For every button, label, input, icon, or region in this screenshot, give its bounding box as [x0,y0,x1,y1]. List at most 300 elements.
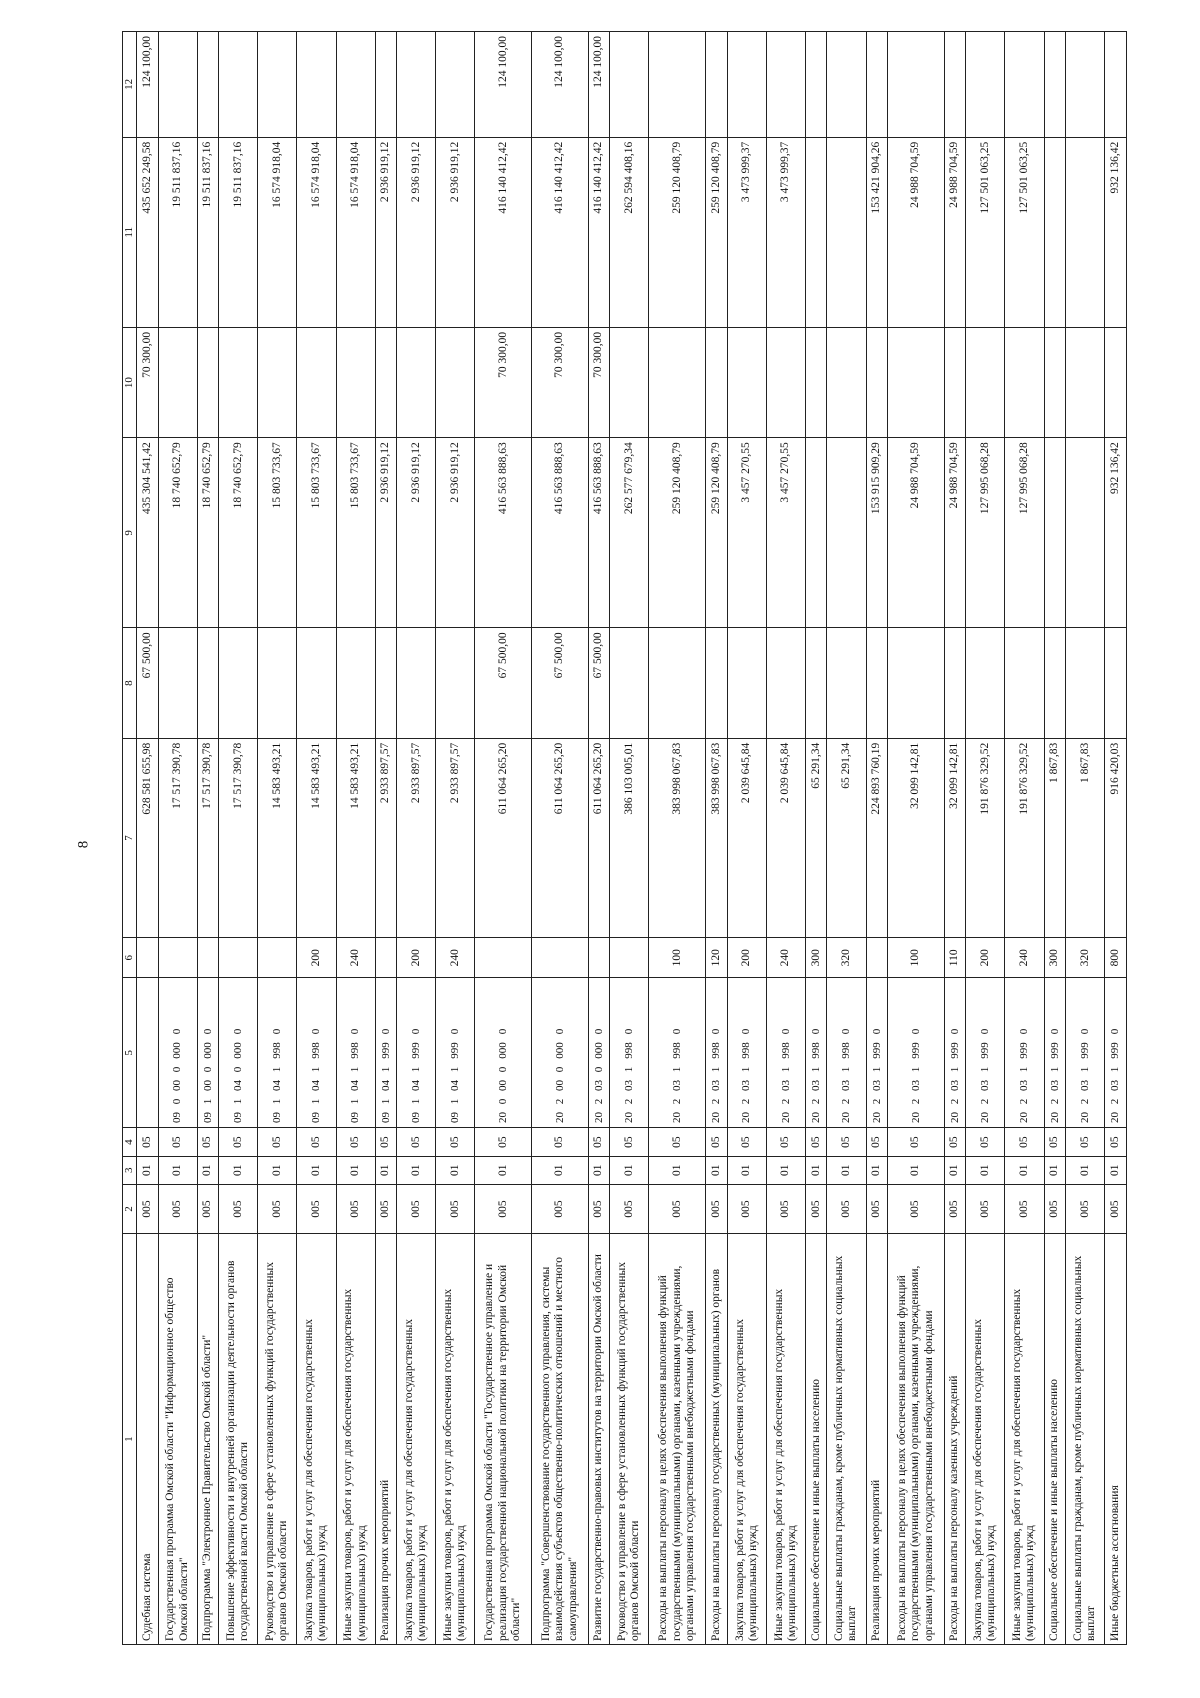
code-part: 0 [271,1028,284,1035]
table-row [805,32,827,1645]
admin-code: 005 [706,1184,728,1233]
row-name: Иные закупки товаров, работ и услуг для обеспечения государственных (муниципальных) нужд [766,1234,805,1645]
code-part: 04 [409,1079,422,1091]
section-code: 01 [610,1156,649,1184]
subsection-code: 05 [375,1128,397,1156]
subsection-code: 05 [766,1128,805,1156]
admin-code: 005 [336,1184,375,1233]
row-name: Повышение эффективности и внутренней организации деятельности органов государственной власти Омской области [219,1234,258,1645]
code-part: 0 [496,1066,509,1073]
target-article-code [805,978,827,1128]
amount-col-12 [805,137,827,327]
amount-col-13 [888,32,945,138]
amount-col-12: 262 594 408,16 [610,137,649,327]
amount-col-8: 2 933 897,57 [436,738,475,938]
amount-col-10: 262 577 679,34 [610,438,649,628]
code-part: 0 [449,1028,462,1035]
code-part: 1 [449,1098,462,1105]
row-name: Руководство и управление в сфере установленных функций государственных органов Омской области [258,1234,297,1645]
expense-type-code [532,938,589,978]
amount-col-11 [336,327,375,437]
amount-col-8: 65 291,34 [805,738,827,938]
subsection-code: 05 [297,1128,336,1156]
amount-col-11 [827,327,866,437]
code-part: 0 [670,1028,683,1035]
amount-col-13 [375,32,397,138]
amount-col-13: 124 100,00 [137,32,159,138]
code-part: 0 [779,1028,792,1035]
code-part: 1 [449,1066,462,1073]
amount-col-8: 14 583 493,21 [258,738,297,938]
code-part: 2 [870,1098,883,1105]
section-code: 01 [827,1156,866,1184]
expense-type-code [258,938,297,978]
amount-col-13 [766,32,805,138]
expense-type-code [137,938,159,978]
amount-col-13 [297,32,336,138]
amount-col-9 [336,628,375,738]
table-row [297,32,336,1645]
expense-type-code: 100 [649,938,706,978]
code-part: 0 [840,1028,853,1035]
section-code: 01 [766,1156,805,1184]
amount-col-10: 24 988 704,59 [944,438,966,628]
amount-col-9 [1044,628,1066,738]
amount-col-9 [297,628,336,738]
amount-col-13 [1005,32,1044,138]
target-article-code [888,978,945,1128]
section-code: 01 [866,1156,888,1184]
code-part: 0 [171,1066,184,1073]
code-part: 0 [948,1028,961,1035]
code-part: 0 [592,1066,605,1073]
amount-col-10 [805,438,827,628]
amount-col-13 [1044,32,1066,138]
amount-col-10: 15 803 733,67 [297,438,336,628]
subsection-code: 05 [727,1128,766,1156]
section-code: 01 [197,1156,219,1184]
subsection-code: 05 [1105,1128,1127,1156]
amount-col-9: 67 500,00 [475,628,532,738]
target-article-code [1005,978,1044,1128]
code-part: 0 [496,1028,509,1035]
table-row [1005,32,1044,1645]
amount-col-12: 259 120 408,79 [706,137,728,327]
target-article-code [219,978,258,1128]
amount-col-8: 17 517 390,78 [219,738,258,938]
code-part: 20 [809,1111,822,1123]
target-article-code [766,978,805,1128]
code-part: 1 [1078,1066,1091,1073]
code-part: 09 [449,1111,462,1123]
subsection-code: 05 [1044,1128,1066,1156]
code-part: 1 [740,1066,753,1073]
code-part: 1 [231,1098,244,1105]
amount-col-13 [649,32,706,138]
expense-type-code [588,938,610,978]
expense-type-code: 300 [1044,938,1066,978]
amount-col-10: 2 936 919,12 [375,438,397,628]
rotated-page [122,31,1127,1645]
code-part: 2 [1048,1098,1061,1105]
amount-col-12 [827,137,866,327]
section-code: 01 [1105,1156,1127,1184]
code-part: 0 [553,1066,566,1073]
amount-col-11 [1105,327,1127,437]
amount-col-11 [706,327,728,437]
code-part: 999 [409,1042,422,1059]
code-part: 20 [979,1111,992,1123]
amount-col-9: 67 500,00 [532,628,589,738]
row-name: Расходы на выплаты персоналу в целях обеспечения выполнения функций государственными (муниципальными) органами, казенными учреждениями, органами управления государственными внебюджетными фондами [649,1234,706,1645]
row-name: Иные закупки товаров, работ и услуг для обеспечения государственных (муниципальных) нужд [336,1234,375,1645]
code-part: 20 [592,1111,605,1123]
section-code: 01 [966,1156,1005,1184]
code-part: 1 [809,1066,822,1073]
section-code: 01 [649,1156,706,1184]
code-part: 998 [710,1042,723,1059]
table-row [397,32,436,1645]
amount-col-12: 416 140 412,42 [475,137,532,327]
amount-col-11 [805,327,827,437]
amount-col-10: 416 563 888,63 [588,438,610,628]
expense-type-code [866,938,888,978]
amount-col-10: 2 936 919,12 [397,438,436,628]
amount-col-8: 32 099 142,81 [888,738,945,938]
admin-code: 005 [1066,1184,1105,1233]
amount-col-10: 2 936 919,12 [436,438,475,628]
amount-col-10: 15 803 733,67 [336,438,375,628]
amount-col-10: 18 740 652,79 [158,438,197,628]
amount-col-12: 16 574 918,04 [258,137,297,327]
code-part: 1 [379,1066,392,1073]
code-part: 04 [231,1079,244,1091]
amount-col-8: 32 099 142,81 [944,738,966,938]
code-part: 20 [1109,1111,1122,1123]
code-part: 20 [779,1111,792,1123]
code-part: 1 [349,1098,362,1105]
code-part: 0 [809,1028,822,1035]
section-code: 01 [436,1156,475,1184]
code-part: 998 [271,1042,284,1059]
row-name: Закупка товаров, работ и услуг для обеспечения государственных (муниципальных) нужд [966,1234,1005,1645]
expense-type-code: 110 [944,938,966,978]
expense-type-code: 200 [297,938,336,978]
code-part: 1 [409,1098,422,1105]
amount-col-9 [827,628,866,738]
subsection-code: 05 [1066,1128,1105,1156]
code-part: 1 [909,1066,922,1073]
code-part: 0 [201,1028,214,1035]
code-part: 998 [809,1042,822,1059]
amount-col-12: 19 511 837,16 [219,137,258,327]
code-part: 2 [592,1098,605,1105]
header-cell: 1 [123,1234,137,1645]
amount-col-11 [610,327,649,437]
subsection-code: 05 [1005,1128,1044,1156]
code-part: 1 [1018,1066,1031,1073]
amount-col-12: 127 501 063,25 [966,137,1005,327]
code-part: 0 [740,1028,753,1035]
row-name: Закупка товаров, работ и услуг для обеспечения государственных (муниципальных) нужд [297,1234,336,1645]
amount-col-10: 24 988 704,59 [888,438,945,628]
code-part: 20 [840,1111,853,1123]
admin-code: 005 [258,1184,297,1233]
amount-col-9 [197,628,219,738]
code-part: 000 [496,1042,509,1059]
code-part: 03 [1018,1079,1031,1091]
code-part: 04 [379,1079,392,1091]
subsection-code: 05 [944,1128,966,1156]
section-code: 01 [588,1156,610,1184]
amount-col-13 [397,32,436,138]
code-part: 0 [231,1066,244,1073]
code-part: 03 [710,1079,723,1091]
amount-col-13: 124 100,00 [588,32,610,138]
amount-col-12: 24 988 704,59 [944,137,966,327]
code-part: 20 [909,1111,922,1123]
code-part: 2 [948,1098,961,1105]
header-cell: 4 [123,1128,137,1156]
admin-code: 005 [219,1184,258,1233]
amount-col-8: 65 291,34 [827,738,866,938]
code-part: 0 [710,1028,723,1035]
code-part: 999 [1109,1042,1122,1059]
section-code: 01 [1005,1156,1044,1184]
table-row [137,32,159,1645]
table-row [766,32,805,1645]
amount-col-11 [866,327,888,437]
section-code: 01 [219,1156,258,1184]
amount-col-12: 16 574 918,04 [336,137,375,327]
amount-col-9 [1066,628,1105,738]
admin-code: 005 [944,1184,966,1233]
code-part: 00 [496,1079,509,1091]
code-part: 00 [553,1079,566,1091]
target-article-code [706,978,728,1128]
code-part: 2 [979,1098,992,1105]
amount-col-9 [436,628,475,738]
amount-col-9 [375,628,397,738]
page-number: 8 [75,840,92,849]
admin-code: 005 [588,1184,610,1233]
code-part: 999 [948,1042,961,1059]
code-part: 0 [623,1028,636,1035]
amount-col-8: 1 867,83 [1044,738,1066,938]
amount-col-9 [727,628,766,738]
expense-type-code [197,938,219,978]
amount-col-13 [706,32,728,138]
amount-col-13 [197,32,219,138]
subsection-code: 05 [649,1128,706,1156]
amount-col-9 [649,628,706,738]
amount-col-13 [944,32,966,138]
section-code: 01 [158,1156,197,1184]
code-part: 1 [870,1066,883,1073]
amount-col-10 [1044,438,1066,628]
code-part: 0 [496,1098,509,1105]
row-name: Расходы на выплаты персоналу казенных учреждений [944,1234,966,1645]
expense-type-code: 320 [1066,938,1105,978]
amount-col-11: 70 300,00 [475,327,532,437]
code-part: 998 [310,1042,323,1059]
amount-col-10: 15 803 733,67 [258,438,297,628]
subsection-code: 05 [866,1128,888,1156]
table-row [158,32,197,1645]
code-part: 1 [670,1066,683,1073]
code-part: 20 [740,1111,753,1123]
row-name: Государственная программа Омской области "Информационное общество Омской области" [158,1234,197,1645]
amount-col-12 [1044,137,1066,327]
code-part: 2 [779,1098,792,1105]
amount-col-13 [805,32,827,138]
code-part: 999 [1048,1042,1061,1059]
code-part: 1 [1109,1066,1122,1073]
amount-col-10: 127 995 068,28 [1005,438,1044,628]
target-article-code [649,978,706,1128]
amount-col-11 [436,327,475,437]
amount-col-9 [258,628,297,738]
amount-col-9 [766,628,805,738]
header-cell: 6 [123,938,137,978]
expense-type-code [610,938,649,978]
subsection-code: 05 [610,1128,649,1156]
target-article-code [336,978,375,1128]
amount-col-12: 416 140 412,42 [532,137,589,327]
subsection-code: 05 [532,1128,589,1156]
code-part: 03 [1109,1079,1122,1091]
code-part: 00 [201,1079,214,1091]
amount-col-10: 153 915 909,29 [866,438,888,628]
amount-col-11: 70 300,00 [137,327,159,437]
expense-type-code: 100 [888,938,945,978]
amount-col-9 [397,628,436,738]
code-part: 2 [670,1098,683,1105]
section-code: 01 [1066,1156,1105,1184]
code-part: 20 [496,1111,509,1123]
code-part: 20 [1078,1111,1091,1123]
section-code: 01 [336,1156,375,1184]
target-article-code [1044,978,1066,1128]
code-part: 03 [870,1079,883,1091]
code-part: 1 [948,1066,961,1073]
code-part: 20 [670,1111,683,1123]
code-part: 1 [379,1098,392,1105]
amount-col-11 [375,327,397,437]
section-code: 01 [137,1156,159,1184]
header-cell: 11 [123,137,137,327]
code-part: 1 [201,1098,214,1105]
code-part: 0 [349,1028,362,1035]
amount-col-9: 67 500,00 [588,628,610,738]
amount-col-13 [866,32,888,138]
row-name: Государственная программа Омской области "Государственное управление и реализация государственной национальной политики на территории Омской области" [475,1234,532,1645]
expense-type-code: 800 [1105,938,1127,978]
subsection-code: 05 [966,1128,1005,1156]
code-part: 09 [231,1111,244,1123]
amount-col-12: 932 136,42 [1105,137,1127,327]
section-code: 01 [1044,1156,1066,1184]
code-part: 04 [449,1079,462,1091]
subsection-code: 05 [827,1128,866,1156]
table-row [375,32,397,1645]
row-name: Закупка товаров, работ и услуг для обеспечения государственных (муниципальных) нужд [727,1234,766,1645]
subsection-code: 05 [475,1128,532,1156]
code-part: 998 [623,1042,636,1059]
admin-code: 005 [532,1184,589,1233]
amount-col-12: 19 511 837,16 [158,137,197,327]
table-row [197,32,219,1645]
code-part: 2 [1078,1098,1091,1105]
code-part: 1 [271,1098,284,1105]
code-part: 2 [1109,1098,1122,1105]
amount-col-13 [610,32,649,138]
expense-type-code: 300 [805,938,827,978]
amount-col-8: 2 039 645,84 [766,738,805,938]
code-part: 20 [710,1111,723,1123]
code-part: 0 [870,1028,883,1035]
admin-code: 005 [827,1184,866,1233]
amount-col-9 [1005,628,1044,738]
code-part: 0 [409,1028,422,1035]
code-part: 20 [1048,1111,1061,1123]
code-part: 1 [840,1066,853,1073]
admin-code: 005 [436,1184,475,1233]
expense-type-code: 240 [1005,938,1044,978]
row-name: Подпрограмма "Совершенствование государственного управления, системы взаимодействия субъектов общественно-политических отношений и местного самоуправления" [532,1234,589,1645]
target-article-code [1105,978,1127,1128]
code-part: 03 [809,1079,822,1091]
target-article-code [727,978,766,1128]
code-part: 999 [909,1042,922,1059]
row-name: Реализация прочих мероприятий [375,1234,397,1645]
subsection-code: 05 [137,1128,159,1156]
amount-col-13 [966,32,1005,138]
admin-code: 005 [610,1184,649,1233]
code-part: 999 [1078,1042,1091,1059]
amount-col-11: 70 300,00 [588,327,610,437]
expense-type-code: 240 [336,938,375,978]
amount-col-12: 19 511 837,16 [197,137,219,327]
row-name: Иные закупки товаров, работ и услуг для обеспечения государственных (муниципальных) нужд [1005,1234,1044,1645]
subsection-code: 05 [588,1128,610,1156]
amount-col-9 [888,628,945,738]
table-row [532,32,589,1645]
amount-col-8: 2 039 645,84 [727,738,766,938]
amount-col-10: 3 457 270,55 [727,438,766,628]
target-article-code [588,978,610,1128]
code-part: 1 [409,1066,422,1073]
expense-type-code: 320 [827,938,866,978]
code-part: 03 [1048,1079,1061,1091]
expense-type-code: 200 [397,938,436,978]
code-part: 0 [379,1028,392,1035]
amount-col-9 [966,628,1005,738]
amount-col-12: 2 936 919,12 [375,137,397,327]
amount-col-9 [944,628,966,738]
code-part: 998 [840,1042,853,1059]
amount-col-11 [397,327,436,437]
table-row [866,32,888,1645]
code-part: 0 [171,1028,184,1035]
table-row [1105,32,1127,1645]
amount-col-8: 1 867,83 [1066,738,1105,938]
code-part: 000 [592,1042,605,1059]
table-row [219,32,258,1645]
header-cell: 2 [123,1184,137,1233]
code-part: 0 [1048,1028,1061,1035]
section-code: 01 [475,1156,532,1184]
